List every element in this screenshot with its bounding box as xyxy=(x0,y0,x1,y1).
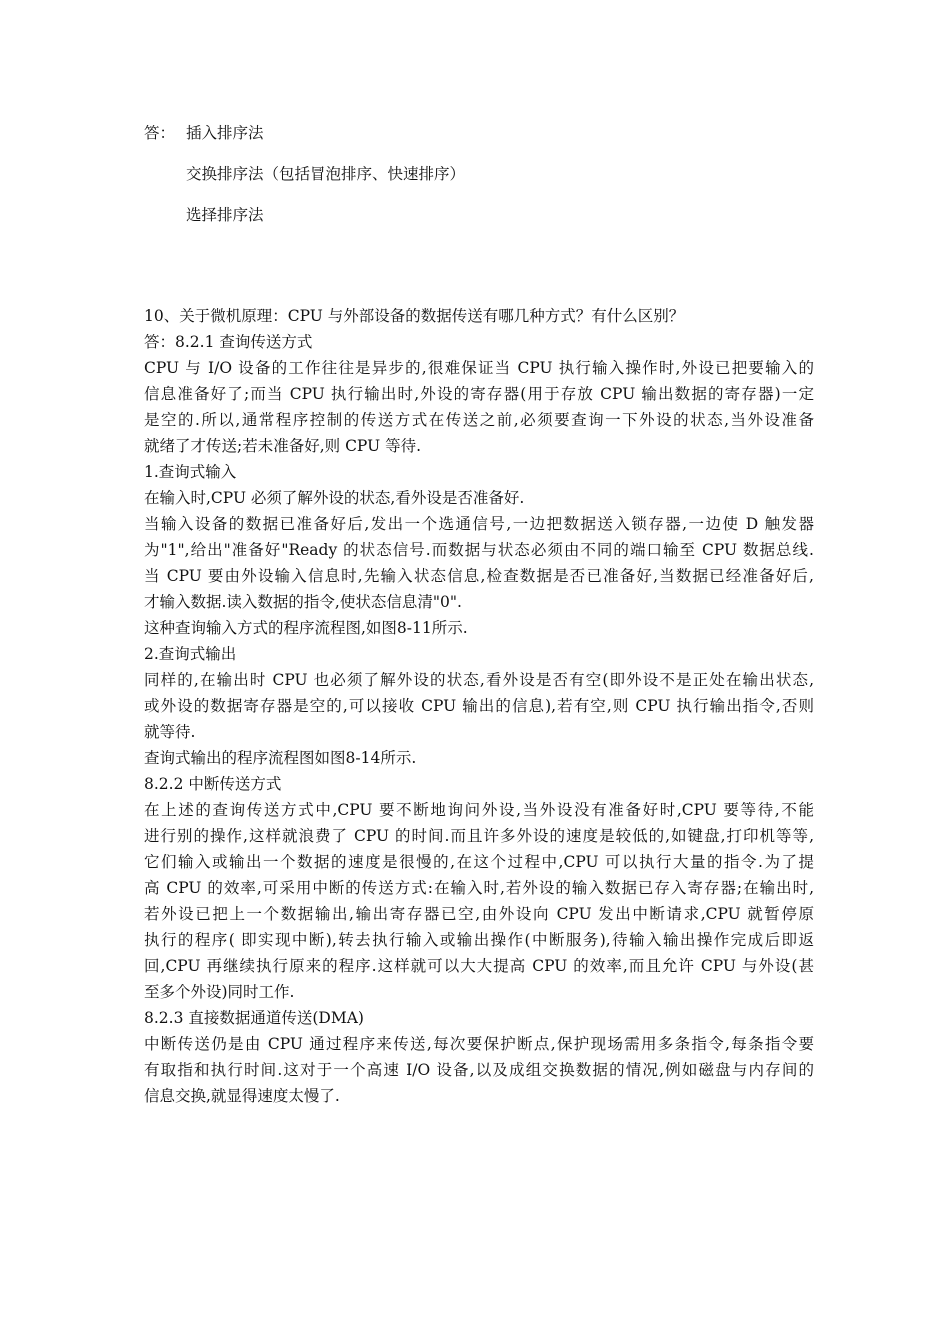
text-line: 信息交换,就显得速度太慢了. xyxy=(144,1087,340,1105)
text-line: 当输入设备的数据已准备好后,发出一个选通信号,一边把数据送入锁存器,一边使 D 触发器 xyxy=(144,515,814,533)
text-line: 至多个外设)同时工作. xyxy=(144,983,295,1001)
text-line: 就等待. xyxy=(144,723,196,741)
text-line: 高 CPU 的效率,可采用中断的传送方式:在输入时,若外设的输入数据已存入寄存器;在输出时, xyxy=(144,879,814,897)
answer-row-3 xyxy=(144,202,844,243)
text-line: 2.查询式输出 xyxy=(144,645,237,663)
text-line: 若外设已把上一个数据输出,输出寄存器已空,由外设向 CPU 发出中断请求,CPU 就暂停原 xyxy=(144,905,814,923)
answer-row-2 xyxy=(144,161,844,202)
text-line: 这种查询输入方式的程序流程图,如图8-11所示. xyxy=(144,619,468,637)
answer-list xyxy=(144,120,844,243)
text-line: 为"1",给出"准备好"Ready 的状态信号.而数据与状态必须由不同的端口输至 CPU 数据总线. xyxy=(144,541,814,559)
text-line: 信息准备好了;而当 CPU 执行输出时,外设的寄存器(用于存放 CPU 输出数据的寄存器)一定 xyxy=(144,385,814,403)
text-line: 进行别的操作,这样就浪费了 CPU 的时间.而且许多外设的速度是较低的,如键盘,打印机等等, xyxy=(144,827,814,845)
text-line: 中断传送仍是由 CPU 通过程序来传送,每次要保护断点,保护现场需用多条指令,每条指令要 xyxy=(144,1035,814,1053)
text-line: 或外设的数据寄存器是空的,可以接收 CPU 输出的信息),若有空,则 CPU 执行输出指令,否则 xyxy=(144,697,814,715)
answer-row-1 xyxy=(144,120,844,161)
text-line: 它们输入或输出一个数据的速度是很慢的,在这个过程中,CPU 可以执行大量的指令.为了提 xyxy=(144,853,814,871)
text-line: 答：8.2.1 查询传送方式 xyxy=(144,333,313,351)
text-line: 10、关于微机原理：CPU 与外部设备的数据传送有哪几种方式？有什么区别？ xyxy=(144,307,685,325)
document-body xyxy=(144,303,814,1109)
text-line: 回,CPU 再继续执行原来的程序.这样就可以大大提高 CPU 的效率,而且允许 CPU 与外设(甚 xyxy=(144,957,814,975)
text-line: 就绪了才传送;若未准备好,则 CPU 等待. xyxy=(144,437,422,455)
text-line: 同样的,在输出时 CPU 也必须了解外设的状态,看外设是否有空(即外设不是正处在输出状态, xyxy=(144,671,814,689)
text-line: 在输入时,CPU 必须了解外设的状态,看外设是否准备好. xyxy=(144,489,525,507)
text-line: 8.2.3 直接数据通道传送(DMA) xyxy=(144,1009,364,1027)
text-line: 才输入数据.读入数据的指令,使状态信息清"0". xyxy=(144,593,462,611)
answer-item: 选择排序法 xyxy=(186,206,264,224)
text-line: 查询式输出的程序流程图如图8-14所示. xyxy=(144,749,417,767)
text-line: CPU 与 I/O 设备的工作往往是异步的,很难保证当 CPU 执行输入操作时,外设已把要输入的 xyxy=(144,359,814,377)
text-line: 1.查询式输入 xyxy=(144,463,237,481)
text-line: 8.2.2 中断传送方式 xyxy=(144,775,282,793)
text-line: 当 CPU 要由外设输入信息时,先输入状态信息,检查数据是否已准备好,当数据已经准备好后, xyxy=(144,567,814,585)
text-line: 在上述的查询传送方式中,CPU 要不断地询问外设,当外设没有准备好时,CPU 要等待,不能 xyxy=(144,801,814,819)
answer-label: 答： xyxy=(144,124,176,142)
answer-item: 插入排序法 xyxy=(186,124,264,142)
text-line: 是空的.所以,通常程序控制的传送方式在传送之前,必须要查询一下外设的状态,当外设准备 xyxy=(144,411,814,429)
answer-item: 交换排序法（包括冒泡排序、快速排序） xyxy=(186,165,466,183)
text-line: 有取指和执行时间.这对于一个高速 I/O 设备,以及成组交换数据的情况,例如磁盘与内存间的 xyxy=(144,1061,814,1079)
text-line: 执行的程序( 即实现中断),转去执行输入或输出操作(中断服务),待输入输出操作完成后即返 xyxy=(144,931,814,949)
